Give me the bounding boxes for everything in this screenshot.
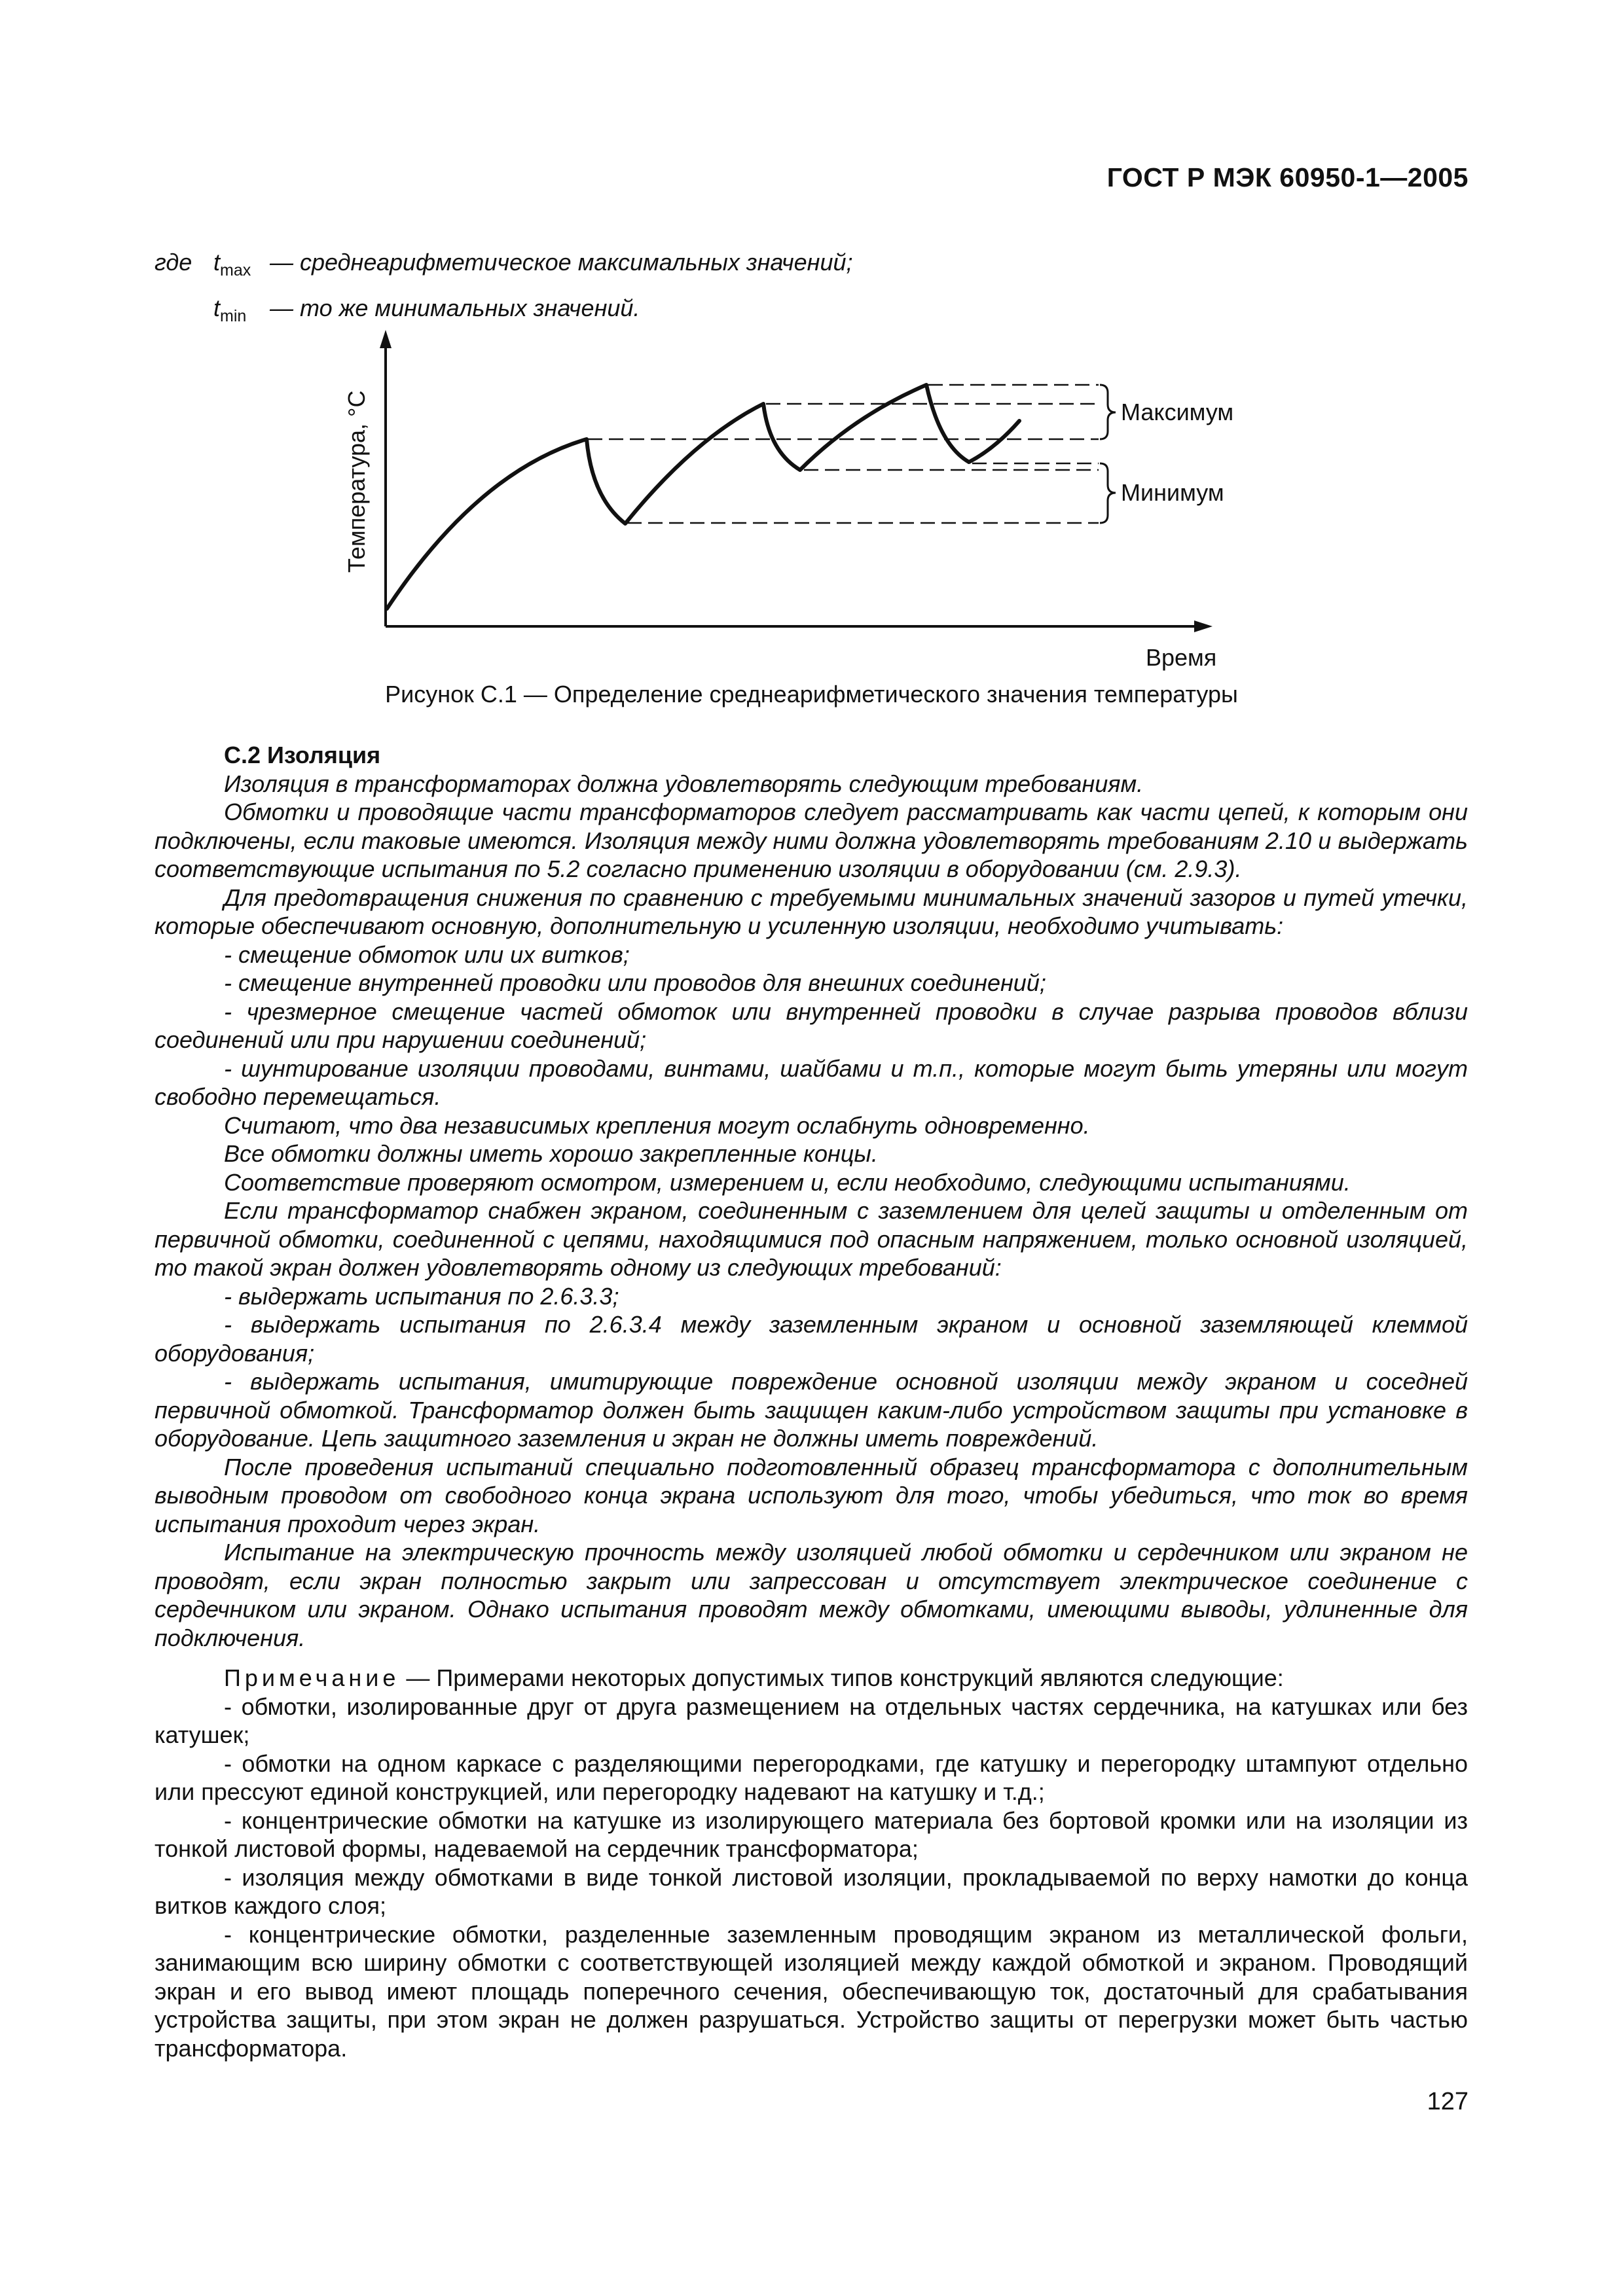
- figure-caption: Рисунок С.1 — Определение среднеарифметического значения температуры: [385, 681, 1238, 708]
- tmax-text: — среднеарифметическое максимальных значений;: [270, 249, 853, 276]
- note-item: - концентрические обмотки, разделенные заземленным проводящим экраном из металлической фольги, занимающим всю ширину обмотки с соответствующей изоляцией между каждой обмоткой и экраном. Проводящий экран и его вывод имеют площадь поперечного сечения, обеспечивающую ток, достаточный для срабатывания устройства защиты, при этом экран не должен разрушаться. Устройство защиты от перегрузки может быть частью трансформатора.: [155, 1920, 1468, 2062]
- section-body: [155, 740, 1468, 2062]
- page-number: 127: [1427, 2088, 1468, 2115]
- x-axis-arrow: [1194, 620, 1213, 632]
- list-item: - выдержать испытания по 2.6.3.3;: [224, 1282, 619, 1310]
- temperature-figure: [327, 327, 1277, 681]
- temperature-curve: [387, 385, 1019, 609]
- note-intro: Примечание — Примерами некоторых допустимых типов конструкций являются следующие:: [224, 1664, 1284, 1691]
- y-axis-arrow: [380, 330, 392, 348]
- note-item: - обмотки на одном каркасе с разделяющими перегородками, где катушку и перегородку штампуют отдельно или прессуют единой конструкцией, или перегородку надевают на катушку и т.д.;: [155, 1749, 1468, 1805]
- note-item: - обмотки, изолированные друг от друга размещением на отдельных частях сердечника, на катушках или без катушек;: [155, 1693, 1468, 1748]
- section-heading: С.2 Изоляция: [224, 742, 381, 768]
- minimum-label: Минимум: [1121, 479, 1224, 506]
- symbol-definitions: [155, 243, 853, 335]
- list-item: - выдержать испытания, имитирующие повреждение основной изоляции между экраном и соседней первичной обмоткой. Трансформатор должен быть защищен каким-либо устройством защиты при установке в оборудование. Цепь защитного заземления и экран не должны иметь повреждений.: [155, 1368, 1468, 1452]
- paragraph: Обмотки и проводящие части трансформаторов следует рассматривать как части цепей, к которым они подключены, если таковые имеются. Изоляция между ними должна удовлетворять требованиям 2.10 и выдержать соответствующие испытания по 5.2 согласно применению изоляции в оборудовании (см. 2.9.3).: [155, 798, 1468, 882]
- paragraph: Испытание на электрическую прочность между изоляцией любой обмотки и сердечником или экраном не проводят, если экран полностью закрыт или запрессован и отсутствует электрическое соединение с сердечником или экраном. Однако испытания проводят между обмотками, имеющими выводы, удлиненные для подключения.: [155, 1539, 1468, 1651]
- paragraph: Для предотвращения снижения по сравнению с требуемыми минимальных значений зазоров и путей утечки, которые обеспечивают основную, дополнительную и усиленную изоляции, необходимо учитывать:: [155, 884, 1468, 939]
- minimum-lines: [627, 463, 1099, 523]
- list-item: - смещение обмоток или их витков;: [224, 941, 630, 968]
- tmax-definition: [155, 243, 853, 289]
- paragraph: Считают, что два независимых крепления могут ослабнуть одновременно.: [224, 1111, 1090, 1139]
- standard-header: ГОСТ Р МЭК 60950-1—2005: [1106, 162, 1468, 192]
- where-word: где: [155, 249, 192, 276]
- maximum-label: Максимум: [1121, 399, 1234, 425]
- list-item: - выдержать испытания по 2.6.3.4 между заземленным экраном и основной заземляющей клеммой оборудования;: [155, 1311, 1468, 1367]
- y-axis-label: Температура, °C: [343, 390, 370, 573]
- paragraph: Если трансформатор снабжен экраном, соединенным с заземлением для целей защиты и отделенным от первичной обмотки, соединенной с цепями, находящимися под опасным напряжением, только основной изоляцией, то такой экран должен удовлетворять одному из следующих требований:: [155, 1197, 1468, 1281]
- maximum-brace: [1100, 385, 1116, 439]
- minimum-brace: [1100, 463, 1116, 523]
- paragraph: Соответствие проверяют осмотром, измерением и, если необходимо, следующими испытаниями.: [224, 1168, 1351, 1196]
- note-item: - изоляция между обмотками в виде тонкой листовой изоляции, прокладываемой по верху намотки до конца витков каждого слоя;: [155, 1863, 1468, 1919]
- list-item: - чрезмерное смещение частей обмоток или внутренней проводки в случае разрыва проводов вблизи соединений или при нарушении соединений;: [155, 997, 1468, 1053]
- paragraph: Изоляция в трансформаторах должна удовлетворять следующим требованиям.: [224, 770, 1144, 797]
- list-item: - смещение внутренней проводки или проводов для внешних соединений;: [224, 969, 1046, 996]
- list-item: - шунтирование изоляции проводами, винтами, шайбами и т.п., которые могут быть утеряны или могут свободно перемещаться.: [155, 1054, 1468, 1110]
- x-axis-label: Время: [1146, 644, 1217, 671]
- tmin-symbol: $t_{min}$: [213, 295, 247, 326]
- paragraph: После проведения испытаний специально подготовленный образец трансформатора с дополнительным выводным проводом от свободного конца экрана используют для того, чтобы убедиться, что ток во время испытания проходит через экран.: [155, 1453, 1468, 1537]
- note-item: - концентрические обмотки на катушке из изолирующего материала без бортовой кромки или на изоляции из тонкой листовой формы, надеваемой на сердечник трансформатора;: [155, 1806, 1468, 1862]
- paragraph: Все обмотки должны иметь хорошо закрепленные концы.: [224, 1140, 878, 1167]
- tmin-text: — то же минимальных значений.: [270, 295, 640, 322]
- tmax-symbol: $t_{max}$: [213, 249, 251, 280]
- note-label: Примечание: [224, 1664, 400, 1691]
